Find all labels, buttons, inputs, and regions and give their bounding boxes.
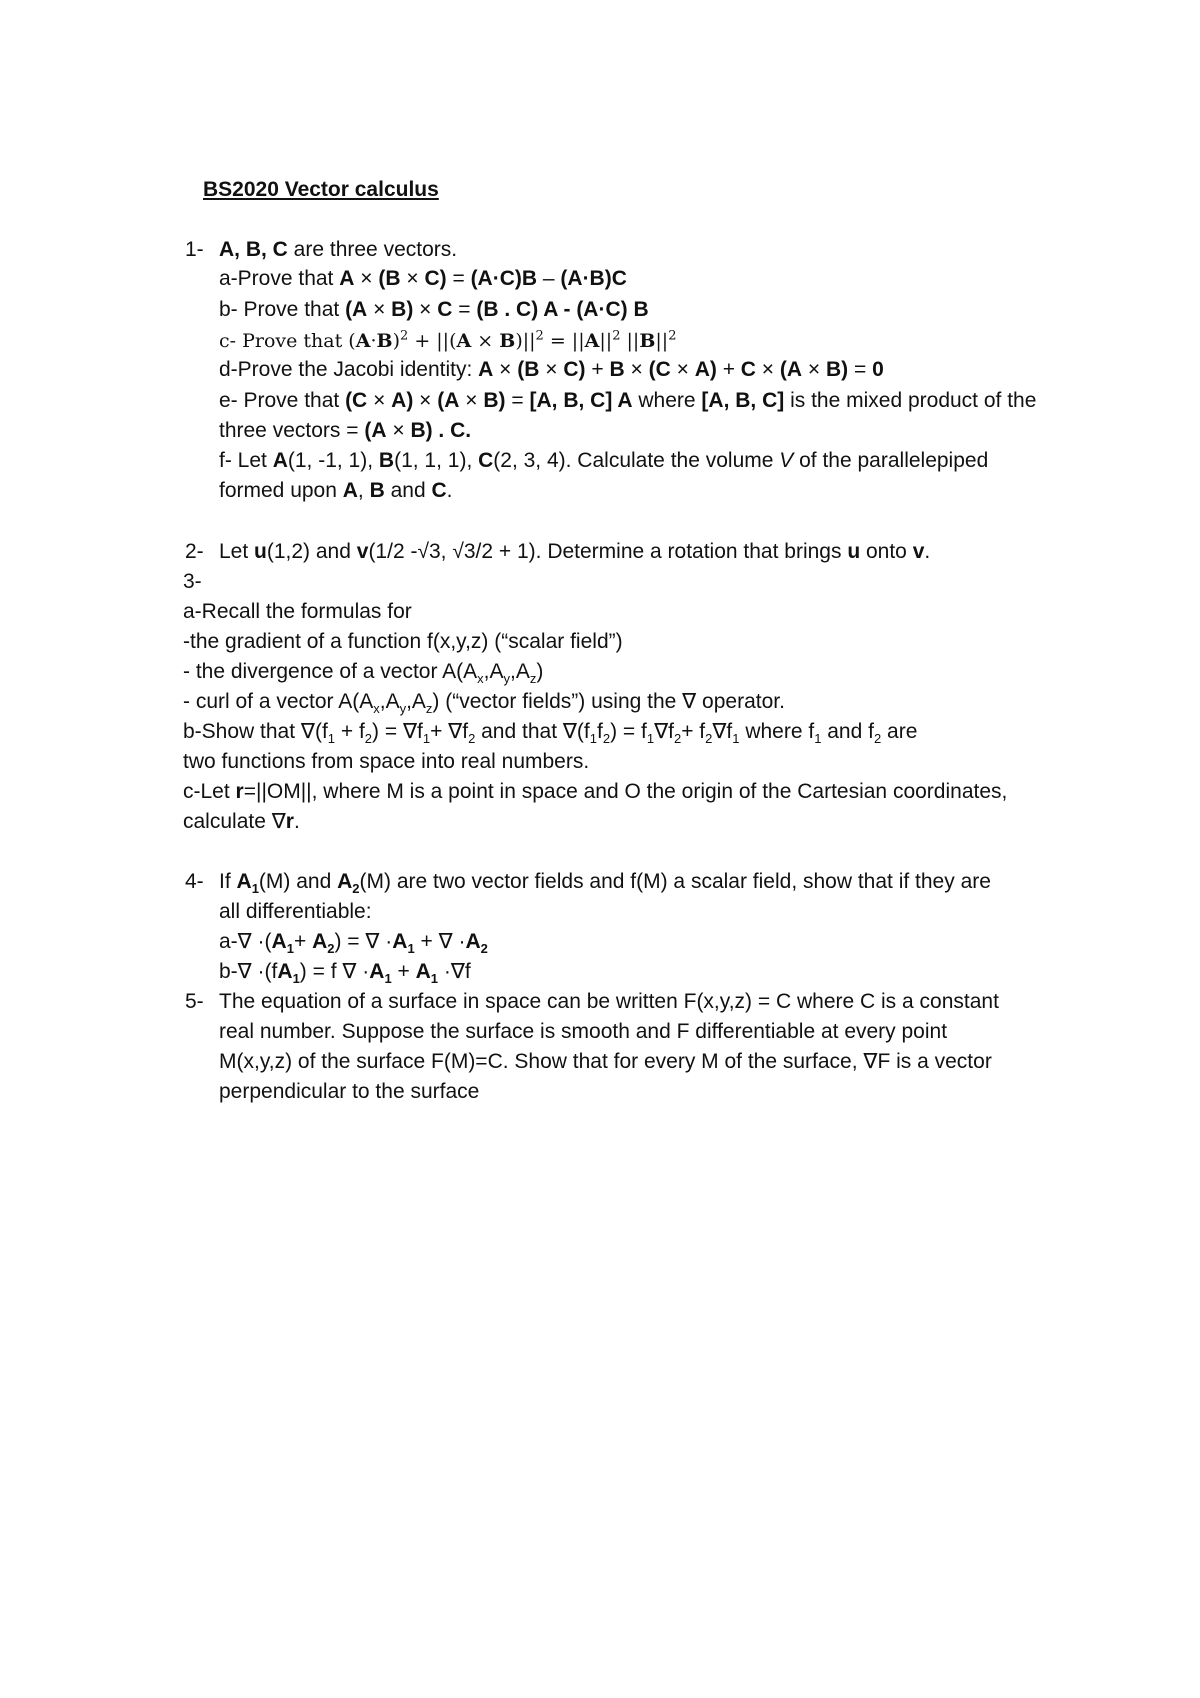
q4-a: $a-\nabla \cdot(A_1+ A_2)$ = ∇ $\cdot A_1$ + ∇ $\cdot A_2$: [219, 930, 488, 957]
q1-f-line1: f- Let A(1, -1, 1), B(1, 1, 1), C(2, 3, 4). Calculate the volume V of the parallelepiped: [219, 449, 989, 472]
q5-text-line1: The equation of a surface in space can be written F(x,y,z) = C where C is a constant: [219, 990, 999, 1013]
q4-b: $b-\nabla \cdot(fA_1) = f$ ∇ $\cdot A_1 + A_1 \cdot\nabla f$: [219, 960, 471, 987]
q5-number: 5-: [185, 990, 204, 1013]
q5-text-line2: real number. Suppose the surface is smooth and F differentiable at every point: [219, 1020, 948, 1043]
q4-text-line1: If $A_1(M)$ and $A_2(M)$ are two vector fields and f(M) a scalar field, show that if they are: [219, 870, 991, 897]
q1-e-line1: e- Prove that (C × A) × (A × B) = [A, B, C] A where [A, B, C] is the mixed product of the: [219, 389, 1037, 412]
q1-number: 1-: [185, 238, 204, 261]
q1-e-line2: three vectors = (A × B) . C.: [219, 419, 472, 442]
q1-d: d-Prove the Jacobi identity: A × (B × C) + B × (C × A) + C × (A × B) = 0: [219, 358, 884, 381]
document-title: BS2020 Vector calculus: [203, 178, 439, 201]
q1-f-line2: formed upon A, B and C.: [219, 479, 453, 502]
q2-text: Let u(1,2) and v(1/2 -√3, √3/2 + 1). Determine a rotation that brings u onto v.: [219, 540, 931, 563]
q2-number: 2-: [185, 540, 204, 563]
q3-number: 3-: [183, 570, 202, 593]
q1-a: a-Prove that A × (B × C) = (A·C)B – (A·B)C: [219, 267, 627, 290]
q4-text-line2: all differentiable:: [219, 900, 372, 923]
q5-text-line4: perpendicular to the surface: [219, 1080, 480, 1103]
q3-a3: - curl of a vector $A(A_x,A_y,A_z)$ (“vector fields”) using the ∇ operator.: [183, 690, 785, 717]
q3-a2: - the divergence of a vector $A(A_x,A_y,A_z)$: [183, 660, 544, 687]
q3-a1: -the gradient of a function f(x,y,z) (“scalar field”): [183, 630, 623, 653]
q4-number: 4-: [185, 870, 204, 893]
q3-a-intro: a-Recall the formulas for: [183, 600, 412, 623]
q3-b-line2: two functions from space into real numbers.: [183, 750, 590, 773]
q5-text-line3: M(x,y,z) of the surface F(M)=C. Show that for every M of the surface, ∇F is a vector: [219, 1050, 992, 1073]
q3-c-line2: calculate ∇r.: [183, 810, 300, 833]
q1-intro: A, B, C are three vectors.: [219, 238, 458, 261]
q3-b-line1: b-Show that $\nabla(f_1 + f_2) = \nabla f_1+ \nabla f_2$ and that $\nabla(f_1f_2) = f_1\nabla f_2+ f_2\nabla f_1$ where $f_1$ and $f_2$ are: [183, 720, 918, 747]
q1-b: b- Prove that (A × B) × C = (B . C) A - (A·C) B: [219, 298, 649, 321]
q3-c-line1: c-Let r=||OM||, where M is a point in space and O the origin of the Cartesian coordinates,: [183, 780, 1008, 803]
q1-c: c- Prove that $(A\cdot B)^2 + ||(A \times B)||^2 = ||A||^2$ $||B||^2$: [219, 328, 677, 352]
